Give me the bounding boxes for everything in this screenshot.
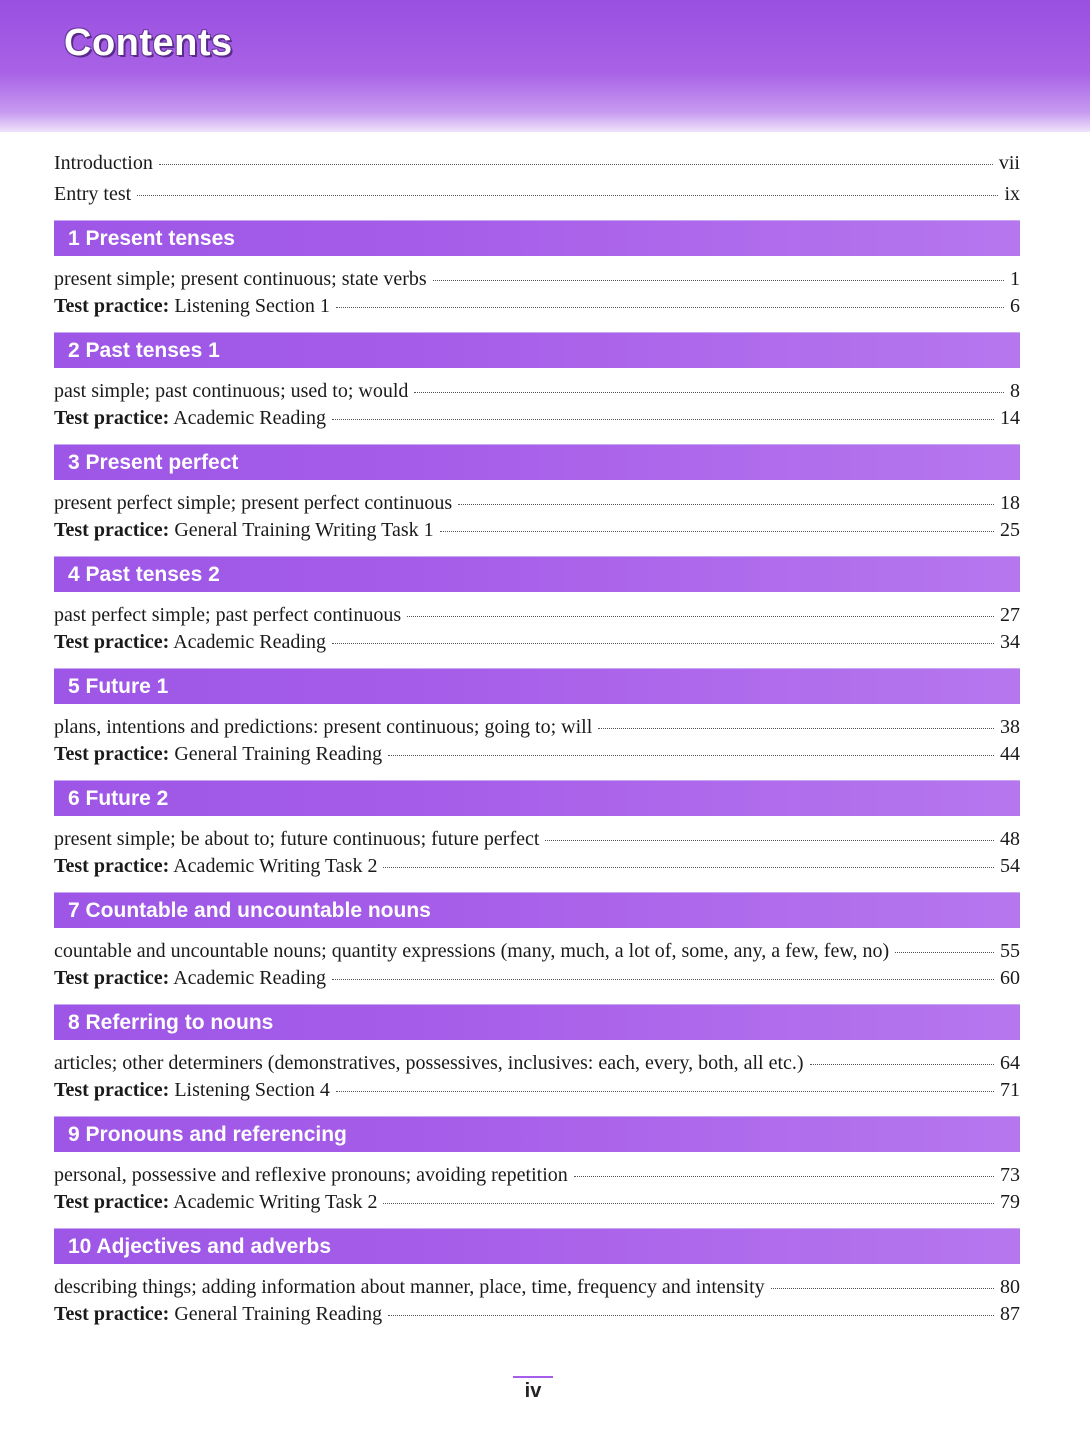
topics-page: 64 xyxy=(1000,1052,1020,1074)
test-practice-entry[interactable] xyxy=(54,1079,1020,1106)
unit-10 xyxy=(54,1228,1020,1330)
dot-leader xyxy=(771,1288,994,1289)
test-practice-text: Academic Writing Task 2 xyxy=(169,1191,378,1213)
unit-heading: 6 Future 2 xyxy=(68,786,169,810)
test-practice-entry[interactable] xyxy=(54,295,1020,322)
test-practice-entry[interactable] xyxy=(54,743,1020,770)
unit-topics-entry[interactable] xyxy=(54,492,1020,519)
test-practice-label: Test practice: xyxy=(54,743,170,765)
test-practice-entry[interactable] xyxy=(54,631,1020,658)
test-practice-label: Test practice: xyxy=(54,967,170,989)
unit-7 xyxy=(54,892,1020,994)
unit-heading-bar[interactable] xyxy=(54,780,1020,816)
test-practice-page: 71 xyxy=(1000,1079,1020,1101)
unit-heading: 5 Future 1 xyxy=(68,674,169,698)
test-practice-text: Academic Writing Task 2 xyxy=(169,855,378,877)
dot-leader xyxy=(545,840,994,841)
dot-leader xyxy=(388,755,994,756)
topics-page: 80 xyxy=(1000,1276,1020,1298)
topics-text: plans, intentions and predictions: present continuous; going to; will xyxy=(54,716,593,738)
test-practice-page: 34 xyxy=(1000,631,1020,653)
page-title: Contents xyxy=(64,22,233,64)
unit-heading: 10 Adjectives and adverbs xyxy=(68,1234,332,1258)
test-practice-entry[interactable] xyxy=(54,407,1020,434)
unit-heading-bar[interactable] xyxy=(54,556,1020,592)
unit-topics-entry[interactable] xyxy=(54,1164,1020,1191)
unit-heading-bar[interactable] xyxy=(54,1228,1020,1264)
unit-9 xyxy=(54,1116,1020,1218)
topics-page: 18 xyxy=(1000,492,1020,514)
test-practice-text: Listening Section 1 xyxy=(169,295,330,317)
dot-leader xyxy=(388,1315,994,1316)
entry-text: Introduction xyxy=(54,152,153,174)
unit-topics-entry[interactable] xyxy=(54,268,1020,295)
footer-rule xyxy=(513,1376,553,1378)
dot-leader xyxy=(336,307,1004,308)
toc-entry-entry-test[interactable] xyxy=(54,183,1020,210)
dot-leader xyxy=(332,979,994,980)
entry-text: Entry test xyxy=(54,183,132,205)
test-practice-label: Test practice: xyxy=(54,295,170,317)
test-practice-text: General Training Reading xyxy=(169,1303,383,1325)
entry-page: ix xyxy=(1004,183,1020,205)
test-practice-page: 87 xyxy=(1000,1303,1020,1325)
test-practice-page: 79 xyxy=(1000,1191,1020,1213)
unit-heading: 1 Present tenses xyxy=(68,226,235,250)
unit-heading: 3 Present perfect xyxy=(68,450,239,474)
unit-4 xyxy=(54,556,1020,658)
topics-text: present perfect simple; present perfect continuous xyxy=(54,492,453,514)
page-footer xyxy=(500,1376,566,1403)
topics-page: 38 xyxy=(1000,716,1020,738)
test-practice-page: 60 xyxy=(1000,967,1020,989)
unit-topics-entry[interactable] xyxy=(54,716,1020,743)
unit-3 xyxy=(54,444,1020,546)
test-practice-label: Test practice: xyxy=(54,1079,170,1101)
dot-leader xyxy=(332,419,994,420)
test-practice-label: Test practice: xyxy=(54,855,170,877)
unit-heading: 2 Past tenses 1 xyxy=(68,338,220,362)
dot-leader xyxy=(407,616,994,617)
topics-text: present simple; present continuous; state verbs xyxy=(54,268,427,290)
test-practice-page: 44 xyxy=(1000,743,1020,765)
test-practice-page: 14 xyxy=(1000,407,1020,429)
test-practice-page: 25 xyxy=(1000,519,1020,541)
topics-text: articles; other determiners (demonstratives, possessives, inclusives: each, every, both, all etc.) xyxy=(54,1052,804,1074)
test-practice-entry[interactable] xyxy=(54,1303,1020,1330)
dot-leader xyxy=(137,195,998,196)
dot-leader xyxy=(332,643,994,644)
topics-page: 48 xyxy=(1000,828,1020,850)
unit-topics-entry[interactable] xyxy=(54,380,1020,407)
dot-leader xyxy=(336,1091,994,1092)
test-practice-text: Academic Reading xyxy=(169,631,326,653)
test-practice-label: Test practice: xyxy=(54,1191,170,1213)
test-practice-text: Academic Reading xyxy=(169,967,326,989)
dot-leader xyxy=(895,952,994,953)
test-practice-label: Test practice: xyxy=(54,519,170,541)
dot-leader xyxy=(598,728,994,729)
unit-heading: 8 Referring to nouns xyxy=(68,1010,274,1034)
topics-text: describing things; adding information about manner, place, time, frequency and intensity xyxy=(54,1276,765,1298)
unit-6 xyxy=(54,780,1020,882)
unit-heading-bar[interactable] xyxy=(54,1004,1020,1040)
test-practice-entry[interactable] xyxy=(54,967,1020,994)
test-practice-entry[interactable] xyxy=(54,855,1020,882)
topics-page: 55 xyxy=(1000,940,1020,962)
dot-leader xyxy=(414,392,1004,393)
page-number: iv xyxy=(524,1380,542,1402)
entry-page: vii xyxy=(998,152,1020,174)
unit-topics-entry[interactable] xyxy=(54,1276,1020,1303)
topics-text: personal, possessive and reflexive pronouns; avoiding repetition xyxy=(54,1164,568,1186)
unit-1 xyxy=(54,220,1020,322)
test-practice-text: General Training Reading xyxy=(169,743,383,765)
test-practice-text: Academic Reading xyxy=(169,407,326,429)
topics-text: countable and uncountable nouns; quantity expressions (many, much, a lot of, some, any, a few, few, no) xyxy=(54,940,890,962)
test-practice-label: Test practice: xyxy=(54,631,170,653)
dot-leader xyxy=(810,1064,994,1065)
unit-2 xyxy=(54,332,1020,434)
unit-heading-bar[interactable] xyxy=(54,1116,1020,1152)
unit-topics-entry[interactable] xyxy=(54,940,1020,967)
unit-heading-bar[interactable] xyxy=(54,668,1020,704)
topics-page: 1 xyxy=(1010,268,1020,290)
unit-heading: 7 Countable and uncountable nouns xyxy=(68,898,431,922)
test-practice-label: Test practice: xyxy=(54,407,170,429)
test-practice-text: Listening Section 4 xyxy=(169,1079,330,1101)
unit-heading: 9 Pronouns and referencing xyxy=(68,1122,347,1146)
topics-text: past perfect simple; past perfect continuous xyxy=(54,604,402,626)
dot-leader xyxy=(383,1203,994,1204)
test-practice-entry[interactable] xyxy=(54,1191,1020,1218)
dot-leader xyxy=(159,164,993,165)
topics-page: 27 xyxy=(1000,604,1020,626)
test-practice-label: Test practice: xyxy=(54,1303,170,1325)
test-practice-text: General Training Writing Task 1 xyxy=(169,519,434,541)
table-of-contents xyxy=(54,152,1020,1330)
header-banner xyxy=(0,0,1090,132)
topics-text: present simple; be about to; future continuous; future perfect xyxy=(54,828,540,850)
dot-leader xyxy=(440,531,994,532)
test-practice-page: 6 xyxy=(1010,295,1020,317)
unit-heading-bar[interactable] xyxy=(54,332,1020,368)
unit-topics-entry[interactable] xyxy=(54,828,1020,855)
dot-leader xyxy=(433,280,1004,281)
topics-page: 73 xyxy=(1000,1164,1020,1186)
unit-heading-bar[interactable] xyxy=(54,892,1020,928)
test-practice-entry[interactable] xyxy=(54,519,1020,546)
unit-5 xyxy=(54,668,1020,770)
dot-leader xyxy=(383,867,994,868)
test-practice-page: 54 xyxy=(1000,855,1020,877)
topics-page: 8 xyxy=(1010,380,1020,402)
dot-leader xyxy=(574,1176,994,1177)
unit-8 xyxy=(54,1004,1020,1106)
topics-text: past simple; past continuous; used to; would xyxy=(54,380,409,402)
unit-heading-bar[interactable] xyxy=(54,444,1020,480)
toc-entry-introduction[interactable] xyxy=(54,152,1020,179)
unit-topics-entry[interactable] xyxy=(54,1052,1020,1079)
unit-heading: 4 Past tenses 2 xyxy=(68,562,220,586)
unit-topics-entry[interactable] xyxy=(54,604,1020,631)
unit-heading-bar[interactable] xyxy=(54,220,1020,256)
dot-leader xyxy=(458,504,994,505)
